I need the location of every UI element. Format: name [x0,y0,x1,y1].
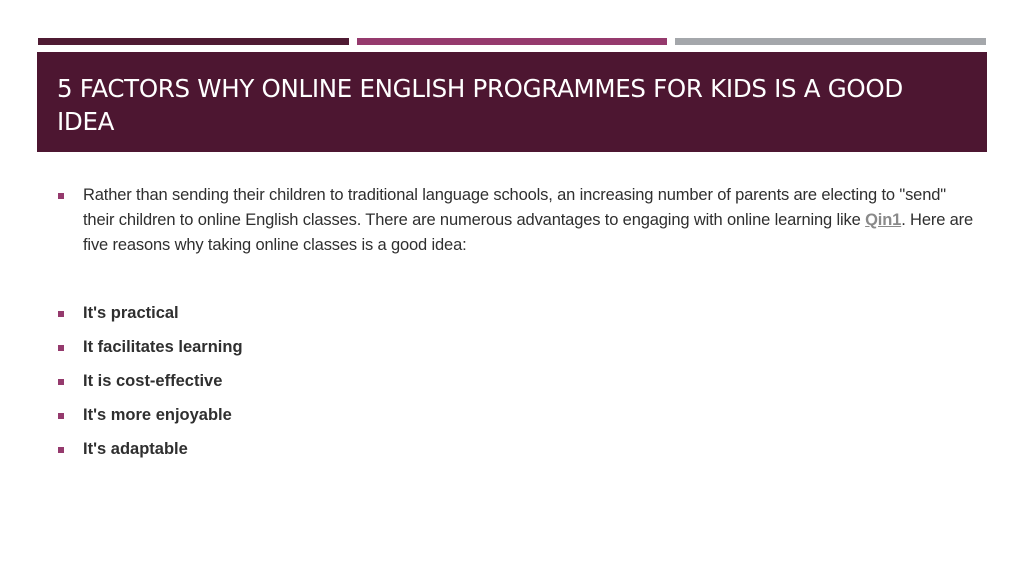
qin1-link[interactable]: Qin1 [865,211,902,229]
title-banner [37,52,987,152]
intro-paragraph [58,183,978,258]
square-bullet-icon [58,345,64,351]
square-bullet-icon [58,447,64,453]
reason-text: It facilitates learning [83,338,243,356]
reason-text: It is cost-effective [83,372,223,390]
reason-text: It's more enjoyable [83,406,232,424]
list-item [58,335,978,360]
list-item [58,403,978,428]
list-item [58,369,978,394]
reason-text: It's adaptable [83,440,188,458]
square-bullet-icon [58,311,64,317]
accent-bar-magenta [357,38,667,45]
intro-text-after-link: . Here are five reasons why taking online classes is a good idea: [83,211,974,254]
slide-body [58,183,978,471]
list-item [58,301,978,326]
reason-text: It's practical [83,304,179,322]
accent-bar-dark [38,38,349,45]
list-item [58,437,978,462]
reasons-list [58,301,978,462]
accent-bar-gray [675,38,986,45]
square-bullet-icon [58,193,64,199]
square-bullet-icon [58,413,64,419]
square-bullet-icon [58,379,64,385]
intro-text-before-link: Rather than sending their children to traditional language schools, an increasing number of parents are electing to "send" their children to online English classes. There are numerous advantages to engaging with online learning like [83,186,946,229]
slide-title: 5 FACTORS WHY ONLINE ENGLISH PROGRAMMES FOR KIDS IS A GOOD IDEA [57,74,903,136]
